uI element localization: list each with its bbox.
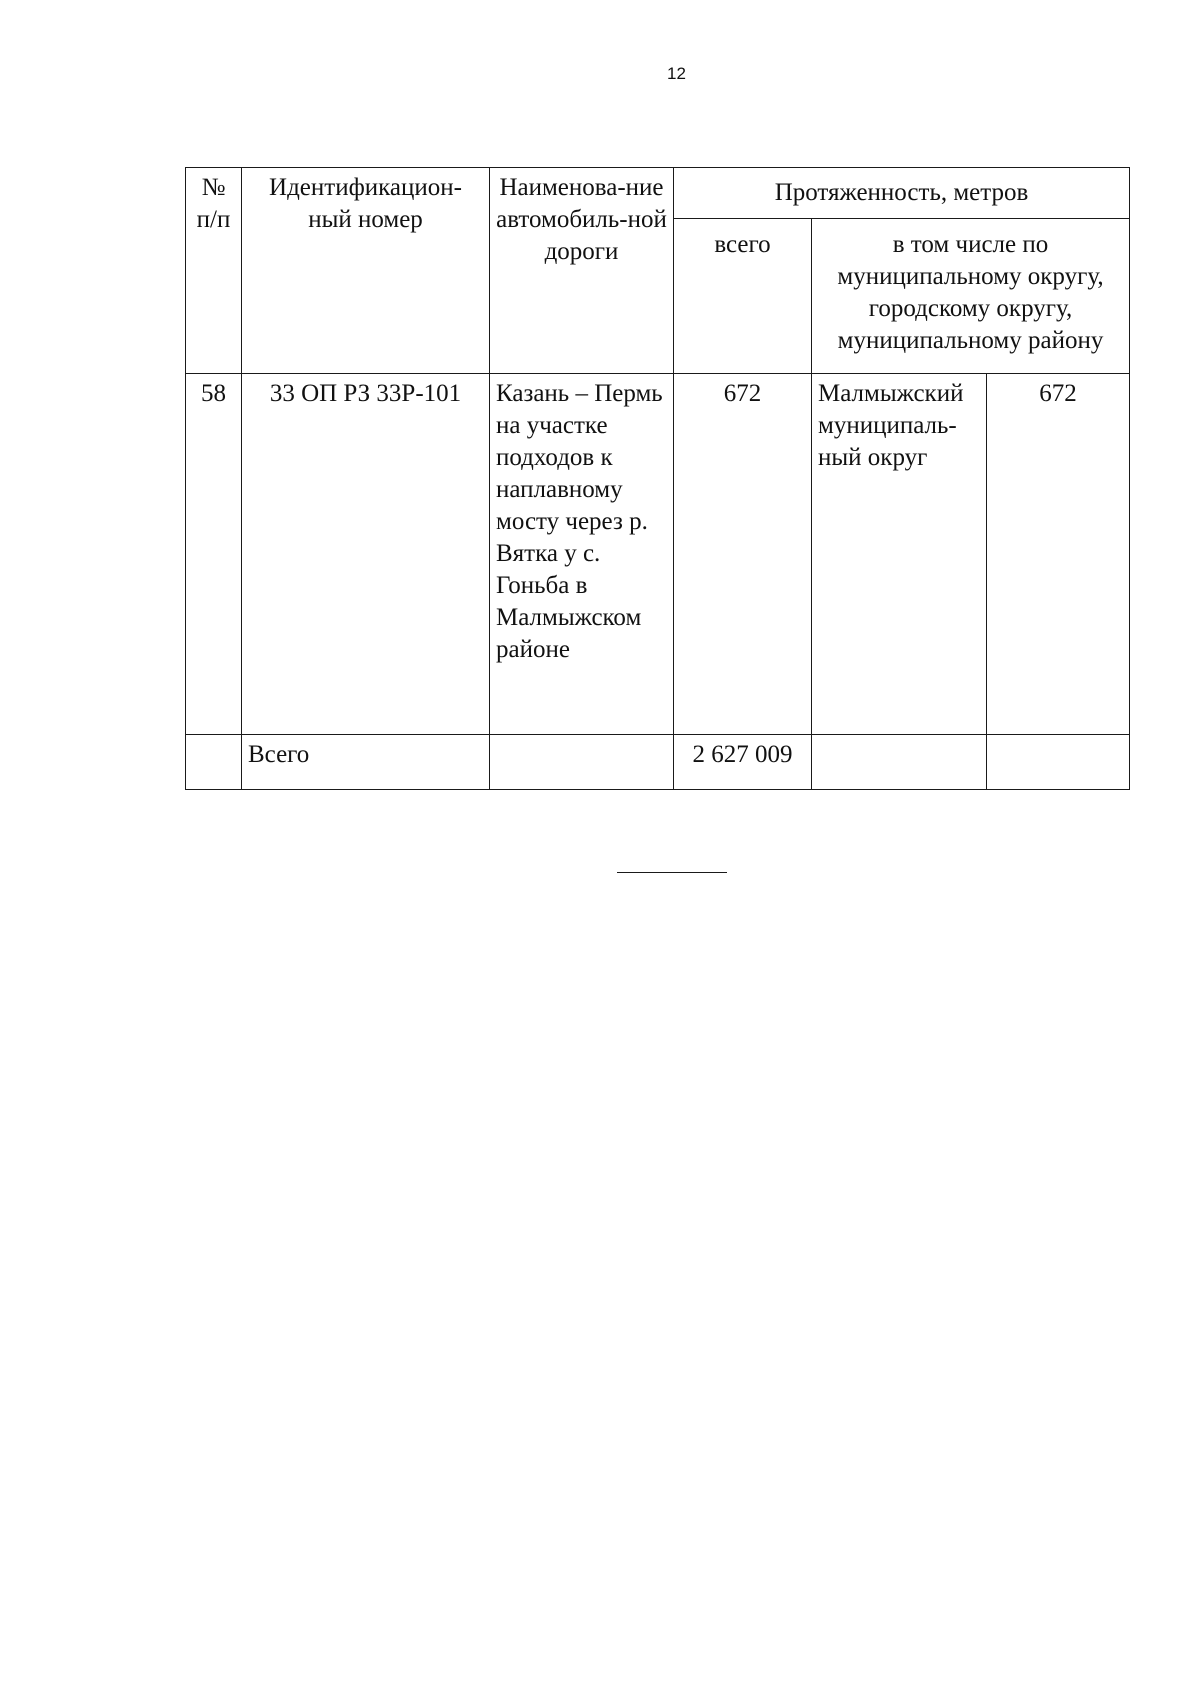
cell-num: 58 (186, 374, 242, 735)
totals-label: Всего (242, 735, 490, 790)
header-including: в том числе по муниципальному округу, городскому округу, муниципальному району (812, 219, 1130, 374)
header-length-group: Протяженность, метров (674, 168, 1130, 219)
cell-road-name: Казань – Пермь на участке подходов к наплавному мосту через р. Вятка у с. Гоньба в Малмыжском районе (490, 374, 674, 735)
totals-empty-name (490, 735, 674, 790)
table-row (186, 374, 1130, 735)
header-name: Наименова-ние автомобиль-ной дороги (490, 168, 674, 374)
cell-id: 33 ОП РЗ 33Р-101 (242, 374, 490, 735)
cell-total-length: 672 (674, 374, 812, 735)
totals-empty-district (812, 735, 987, 790)
roads-table (185, 167, 1130, 790)
header-total: всего (674, 219, 812, 374)
totals-length: 2 627 009 (674, 735, 812, 790)
totals-row (186, 735, 1130, 790)
header-id: Идентификацион-ный номер (242, 168, 490, 374)
totals-empty-district-length (987, 735, 1130, 790)
totals-empty-num (186, 735, 242, 790)
end-rule (617, 872, 727, 873)
page-number-text: 12 (667, 64, 686, 83)
cell-district: Малмыжский муниципаль-ный округ (812, 374, 987, 735)
cell-district-length: 672 (987, 374, 1130, 735)
header-row-1 (186, 168, 1130, 219)
header-num: № п/п (186, 168, 242, 374)
